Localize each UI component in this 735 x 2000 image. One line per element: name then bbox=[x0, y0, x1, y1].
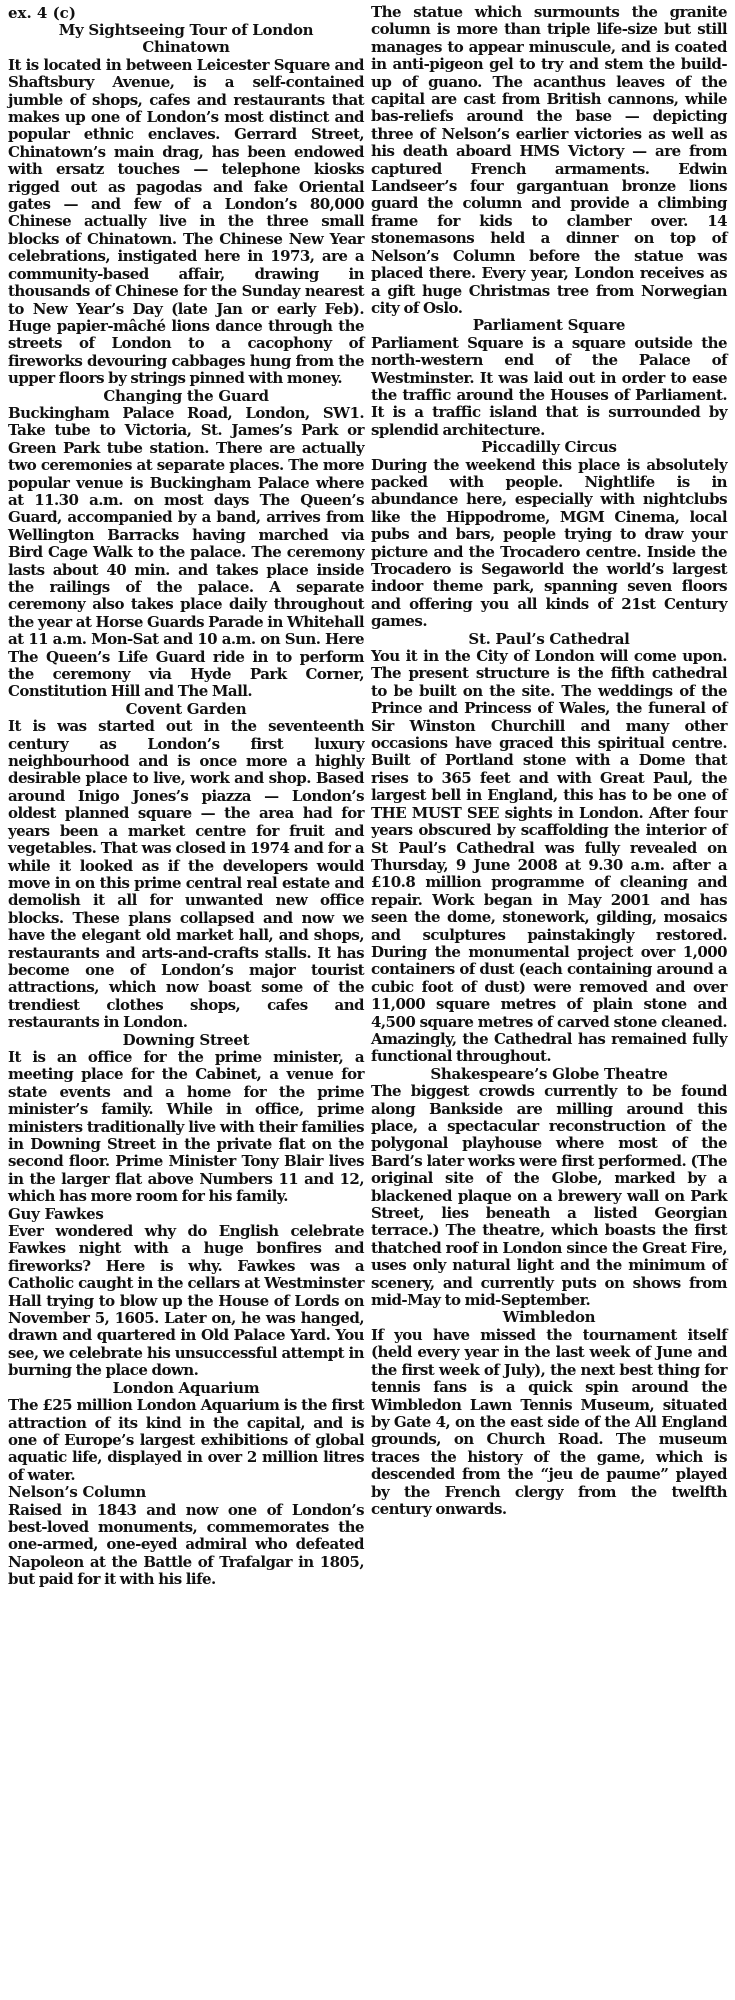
guy-fawkes-text: Ever wondered why do English celebrate Fawkes night with a huge bonfires and fireworks? Here is why. Fawkes was a Catholic caught in the cellars at Westminster Hall trying to blow up the House of Lords on November 5, 1605. Later on, he was hanged, drawn and quartered in Old Palace Yard. You see, we celebrate his unsuccessful attempt in burning the place down. bbox=[8, 1222, 364, 1380]
chinatown-text: It is located in between Leicester Square and Shaftsbury Avenue, is a self-contained jumble of shops, cafes and restaurants that makes up one of London’s most distinct and popular ethnic enclaves. Gerrard Street, Chinatown’s main drag, has been endowed with ersatz touches — telephone kiosks rigged out as pagodas and fake Oriental gates — and few of a London’s 80,000 Chinese actually live in the three small blocks of Chinatown. The Chinese New Year celebrations, instigated here in 1973, are a community-based affair, drawing in thousands of Chinese for the Sunday nearest to New Year’s Day (late Jan or early Feb). Huge papier-mâché lions dance through the streets of London to a cacophony of fireworks devouring cabbages hung from the upper floors by strings pinned with money. bbox=[8, 55, 364, 388]
covent-garden-heading: Covent Garden bbox=[125, 699, 247, 718]
wimbledon-heading: Wimbledon bbox=[502, 1308, 596, 1327]
parliament-square-text: Parliament Square is a square outside the north-western end of the Palace of Westminster. It was laid out in order to ease the traffic around the Houses of Parliament. It is a traffic island that is surrounded by splendid architecture. bbox=[371, 333, 727, 439]
chinatown-heading: Chinatown bbox=[142, 38, 230, 57]
right-column bbox=[371, 4, 727, 1589]
exercise-label: ex. 4 (c) bbox=[8, 4, 76, 22]
changing-guard-heading: Changing the Guard bbox=[103, 386, 269, 405]
left-column bbox=[8, 22, 364, 1589]
downing-street-text: It is an office for the prime minister, a meeting place for the Cabinet, a venue for state events and a home for the prime minister’s family. While in office, prime ministers traditionally live with their families in Downing Street in the private flat on the second floor. Prime Minister Tony Blair lives in the larger flat above Numbers 11 and 12, which has more room for his family. bbox=[8, 1047, 364, 1206]
guy-fawkes-heading: Guy Fawkes bbox=[8, 1204, 104, 1223]
piccadilly-heading: Piccadilly Circus bbox=[481, 438, 617, 457]
nelsons-column-text: Raised in 1843 and now one of London’s best-loved monuments, commemorates the one-armed, one-eyed admiral who defeated Napoleon at the Battle of Trafalgar in 1805, but paid for it with his life. bbox=[8, 1500, 364, 1589]
downing-street-heading: Downing Street bbox=[122, 1030, 250, 1049]
parliament-square-heading: Parliament Square bbox=[472, 316, 626, 335]
london-aquarium-heading: London Aquarium bbox=[112, 1378, 260, 1397]
changing-guard-text: Buckingham Palace Road, London, SW1. Take tube to Victoria, St. James’s Park or Green Park tube station. There are actually two ceremonies at separate places. The more popular venue is Buckingham Palace where at 11.30 a.m. on most days The Queen’s Guard, accompanied by a band, arrives from Wellington Barracks having marched via Bird Cage Walk to the palace. The ceremony lasts about 40 min. and takes place inside the railings of the palace. A separate ceremony also takes place daily throughout the year at Horse Guards Parade in Whitehall at 11 a.m. Mon-Sat and 10 a.m. on Sun. Here The Queen’s Life Guard ride in to perform the ceremony via Hyde Park Corner, Constitution Hill and The Mall. bbox=[8, 403, 364, 701]
globe-heading: Shakespeare’s Globe Theatre bbox=[430, 1064, 668, 1083]
article-title: My Sightseeing Tour of London bbox=[58, 21, 314, 39]
london-aquarium-text: The £25 million London Aquarium is the first attraction of its kind in the capital, and is one of Europe’s largest exhibitions of global aquatic life, displayed in over 2 million litres of water. bbox=[8, 1396, 364, 1484]
st-pauls-heading: St. Paul’s Cathedral bbox=[468, 629, 630, 648]
piccadilly-text: During the weekend this place is absolutely packed with people. Nightlife is in abundance here, especially with nightclubs like the Hippodrome, MGM Cinema, local pubs and bars, people trying to draw your picture and the Trocadero centre. Inside the Trocadero is Segaworld the world’s largest indoor theme park, spanning seven floors and offering you all kinds of 21st Century games. bbox=[371, 455, 727, 631]
st-pauls-text: You it in the City of London will come upon. The present structure is the fifth cathedral to be built on the site. The weddings of the Prince and Princess of Wales, the funeral of Sir Winston Churchill and many other occasions have graced this spiritual centre. Built of Portland stone with a Dome that rises to 365 feet and with Great Paul, the largest bell in England, this has to be one of THE MUST SEE sights in London. After four years obscured by scaffolding the interior of St Paul’s Cathedral was fully revealed on Thursday, 9 June 2008 at 9.30 a.m. after a £10.8 million programme of cleaning and repair. Work began in May 2001 and has seen the dome, stonework, gilding, mosaics and sculptures painstakingly restored. During the monumental project over 1,000 containers of dust (each containing around a cubic foot of dust) were removed and over 11,000 square metres of plain stone and 4,500 square metres of carved stone cleaned. Amazingly, the Cathedral has remained fully functional throughout. bbox=[371, 647, 727, 1066]
nelsons-column-heading: Nelson’s Column bbox=[8, 1483, 147, 1502]
nelsons-column-text-continued: The statue which surmounts the granite column is more than triple life-size but still manages to appear minuscule, and is coated in anti-pigeon gel to try and stem the build-up of guano. The acanthus leaves of the capital are cast from British cannons, while bas-reliefs around the base — depicting three of Nelson’s earlier victories as well as his death aboard HMS Victory — are from captured French armaments. Edwin Landseer’s four gargantuan bronze lions guard the column and provide a climbing frame for kids to clamber over. 14 stonemasons held a dinner on top of Nelson’s Column before the statue was placed there. Every year, London receives as a gift huge Christmas tree from Norwegian city of Oslo. bbox=[371, 3, 727, 317]
covent-garden-text: It is was started out in the seventeenth century as London’s first luxury neighbourhood and is once more a highly desirable place to live, work and shop. Based around Inigo Jones’s piazza — London’s oldest planned square — the area had for years been a market centre for fruit and vegetables. That was closed in 1974 and for a while it looked as if the developers would move in on this prime central real estate and demolish it all for unwanted new office blocks. These plans collapsed and now we have the elegant old market hall, and shops, restaurants and arts-and-crafts stalls. It has become one of London’s major tourist attractions, which now boast some of the trendiest clothes shops, cafes and restaurants in London. bbox=[8, 717, 364, 1032]
wimbledon-text: If you have missed the tournament itself (held every year in the last week of June and the first week of July), the next best thing for tennis fans is a quick spin around the Wimbledon Lawn Tennis Museum, situated by Gate 4, on the east side of the All England grounds, on Church Road. The museum traces the history of the game, which is descended from the “jeu de paume” played by the French clergy from the twelfth century onwards. bbox=[371, 1325, 727, 1518]
globe-text: The biggest crowds currently to be found along Bankside are milling around this place, a spectacular reconstruction of the polygonal playhouse where most of the Bard’s later works were first performed. (The original site of the Globe, marked by a blackened plaque on a brewery wall on Park Street, lies beneath a listed Georgian terrace.) The theatre, which boasts the first thatched roof in London since the Great Fire, uses only natural light and the minimum of scenery, and currently puts on shows from mid-May to mid-September. bbox=[371, 1082, 727, 1310]
